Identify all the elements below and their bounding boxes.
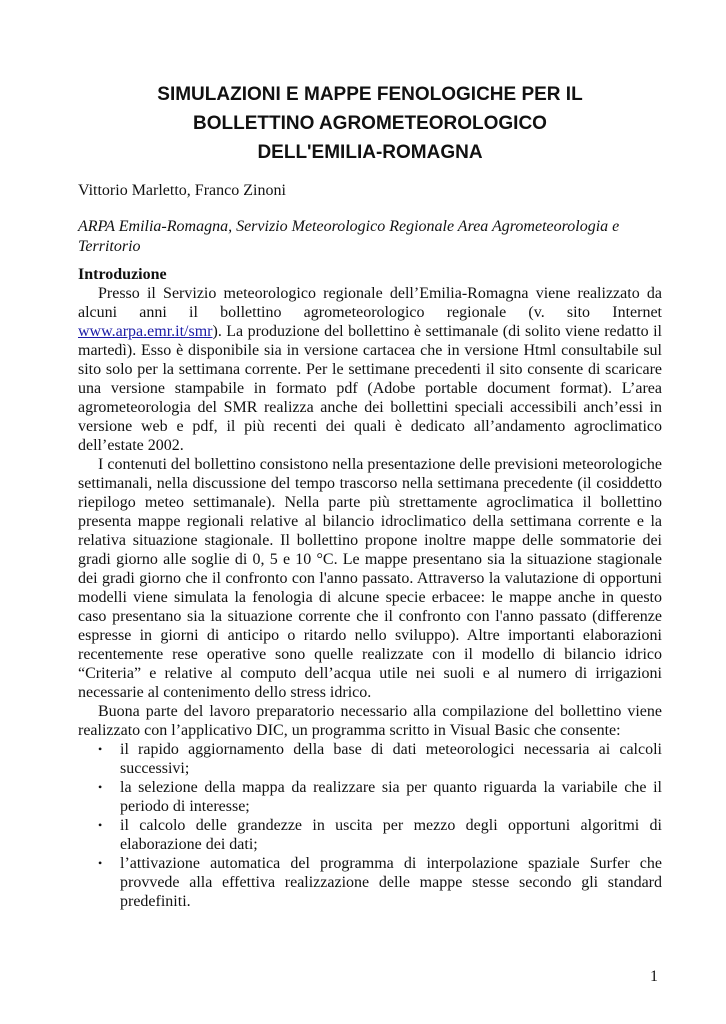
authors: Vittorio Marletto, Franco Zinoni (78, 182, 286, 199)
bullet-icon: • (98, 818, 103, 832)
paper-title (78, 80, 662, 167)
paragraph-1 (78, 284, 662, 455)
smr-website-link[interactable]: www.arpa.emr.it/smr (78, 323, 213, 340)
paragraph-1-text-a: Presso il Servizio meteorologico regionale dell’Emilia-Romagna viene realizzato da alcuni anni il bollettino agrometeorologico regionale (v. sito Internet (78, 285, 662, 321)
list-item-text: l’attivazione automatica del programma di interpolazione spaziale Surfer che provvede alla effettiva realizzazione delle mappe stesse secondo gli standard predefiniti. (120, 855, 662, 910)
list-item-text: il calcolo delle grandezze in uscita per mezzo degli opportuni algoritmi di elaborazione dei dati; (120, 817, 662, 853)
list-item (78, 854, 662, 911)
affiliation: ARPA Emilia-Romagna, Servizio Meteorologico Regionale Area Agrometeorologia e Territorio (78, 218, 620, 255)
paragraph-1-text-b: ). La produzione del bollettino è settimanale (di solito viene redatto il martedì). Esso è disponibile sia in versione cartacea che in versione Html consultabile sul sito solo per la settimana corrente. Per le settimane precedenti il sito consente di scaricare una versione stampabile in formato pdf (Adobe portable document format). L’area agrometeorologia del SMR realizza anche dei bollettini speciali accessibili anch’essi in versione web e pdf, il più recenti dei quali è dedicato all’andamento agroclimatico dell’estate 2002. (78, 323, 662, 454)
title-line-2: BOLLETTINO AGROMETEOROLOGICO (193, 113, 547, 134)
list-item (78, 740, 662, 778)
feature-list (78, 740, 662, 911)
bullet-icon: • (98, 856, 103, 870)
paragraph-3: Buona parte del lavoro preparatorio necessario alla compilazione del bollettino viene realizzato con l’applicativo DIC, un programma scritto in Visual Basic che consente: (78, 703, 662, 739)
list-item-text: la selezione della mappa da realizzare sia per quanto riguarda la variabile che il periodo di interesse; (120, 779, 662, 815)
title-line-3: DELL'EMILIA-ROMAGNA (257, 142, 483, 163)
list-item-text: il rapido aggiornamento della base di dati meteorologici necessaria ai calcoli successivi; (120, 741, 662, 777)
bullet-icon: • (98, 742, 103, 756)
title-line-1: SIMULAZIONI E MAPPE FENOLOGICHE PER IL (157, 84, 583, 105)
list-item (78, 778, 662, 816)
page-number: 1 (650, 968, 658, 985)
list-item (78, 816, 662, 854)
document-page (78, 80, 662, 911)
bullet-icon: • (98, 780, 103, 794)
section-heading: Introduzione (78, 266, 167, 283)
paragraph-2: I contenuti del bollettino consistono nella presentazione delle previsioni meteorologiche settimanali, nella discussione del tempo trascorso nella settimana precedente (il cosiddetto riepilogo meteo settimanale). Nella parte più strettamente agroclimatica il bollettino presenta mappe regionali relative al bilancio idroclimatico della settimana corrente e la relativa situazione stagionale. Il bollettino propone inoltre mappe delle sommatorie dei gradi giorno alle soglie di 0, 5 e 10 °C. Le mappe presentano sia la situazione stagionale dei gradi giorno che il confronto con l'anno passato. Attraverso la valutazione di opportuni modelli viene simulata la fenologia di alcune specie erbacee: le mappe anche in questo caso presentano sia la situazione corrente che il confronto con l'anno passato (differenze espresse in giorni di anticipo o ritardo nello sviluppo). Altre importanti elaborazioni recentemente rese operative sono quelle realizzate con il modello di bilancio idrico “Criteria” e relative al computo dell’acqua utile nei suoli e al numero di irrigazioni necessarie al contenimento dello stress idrico. (78, 456, 662, 701)
